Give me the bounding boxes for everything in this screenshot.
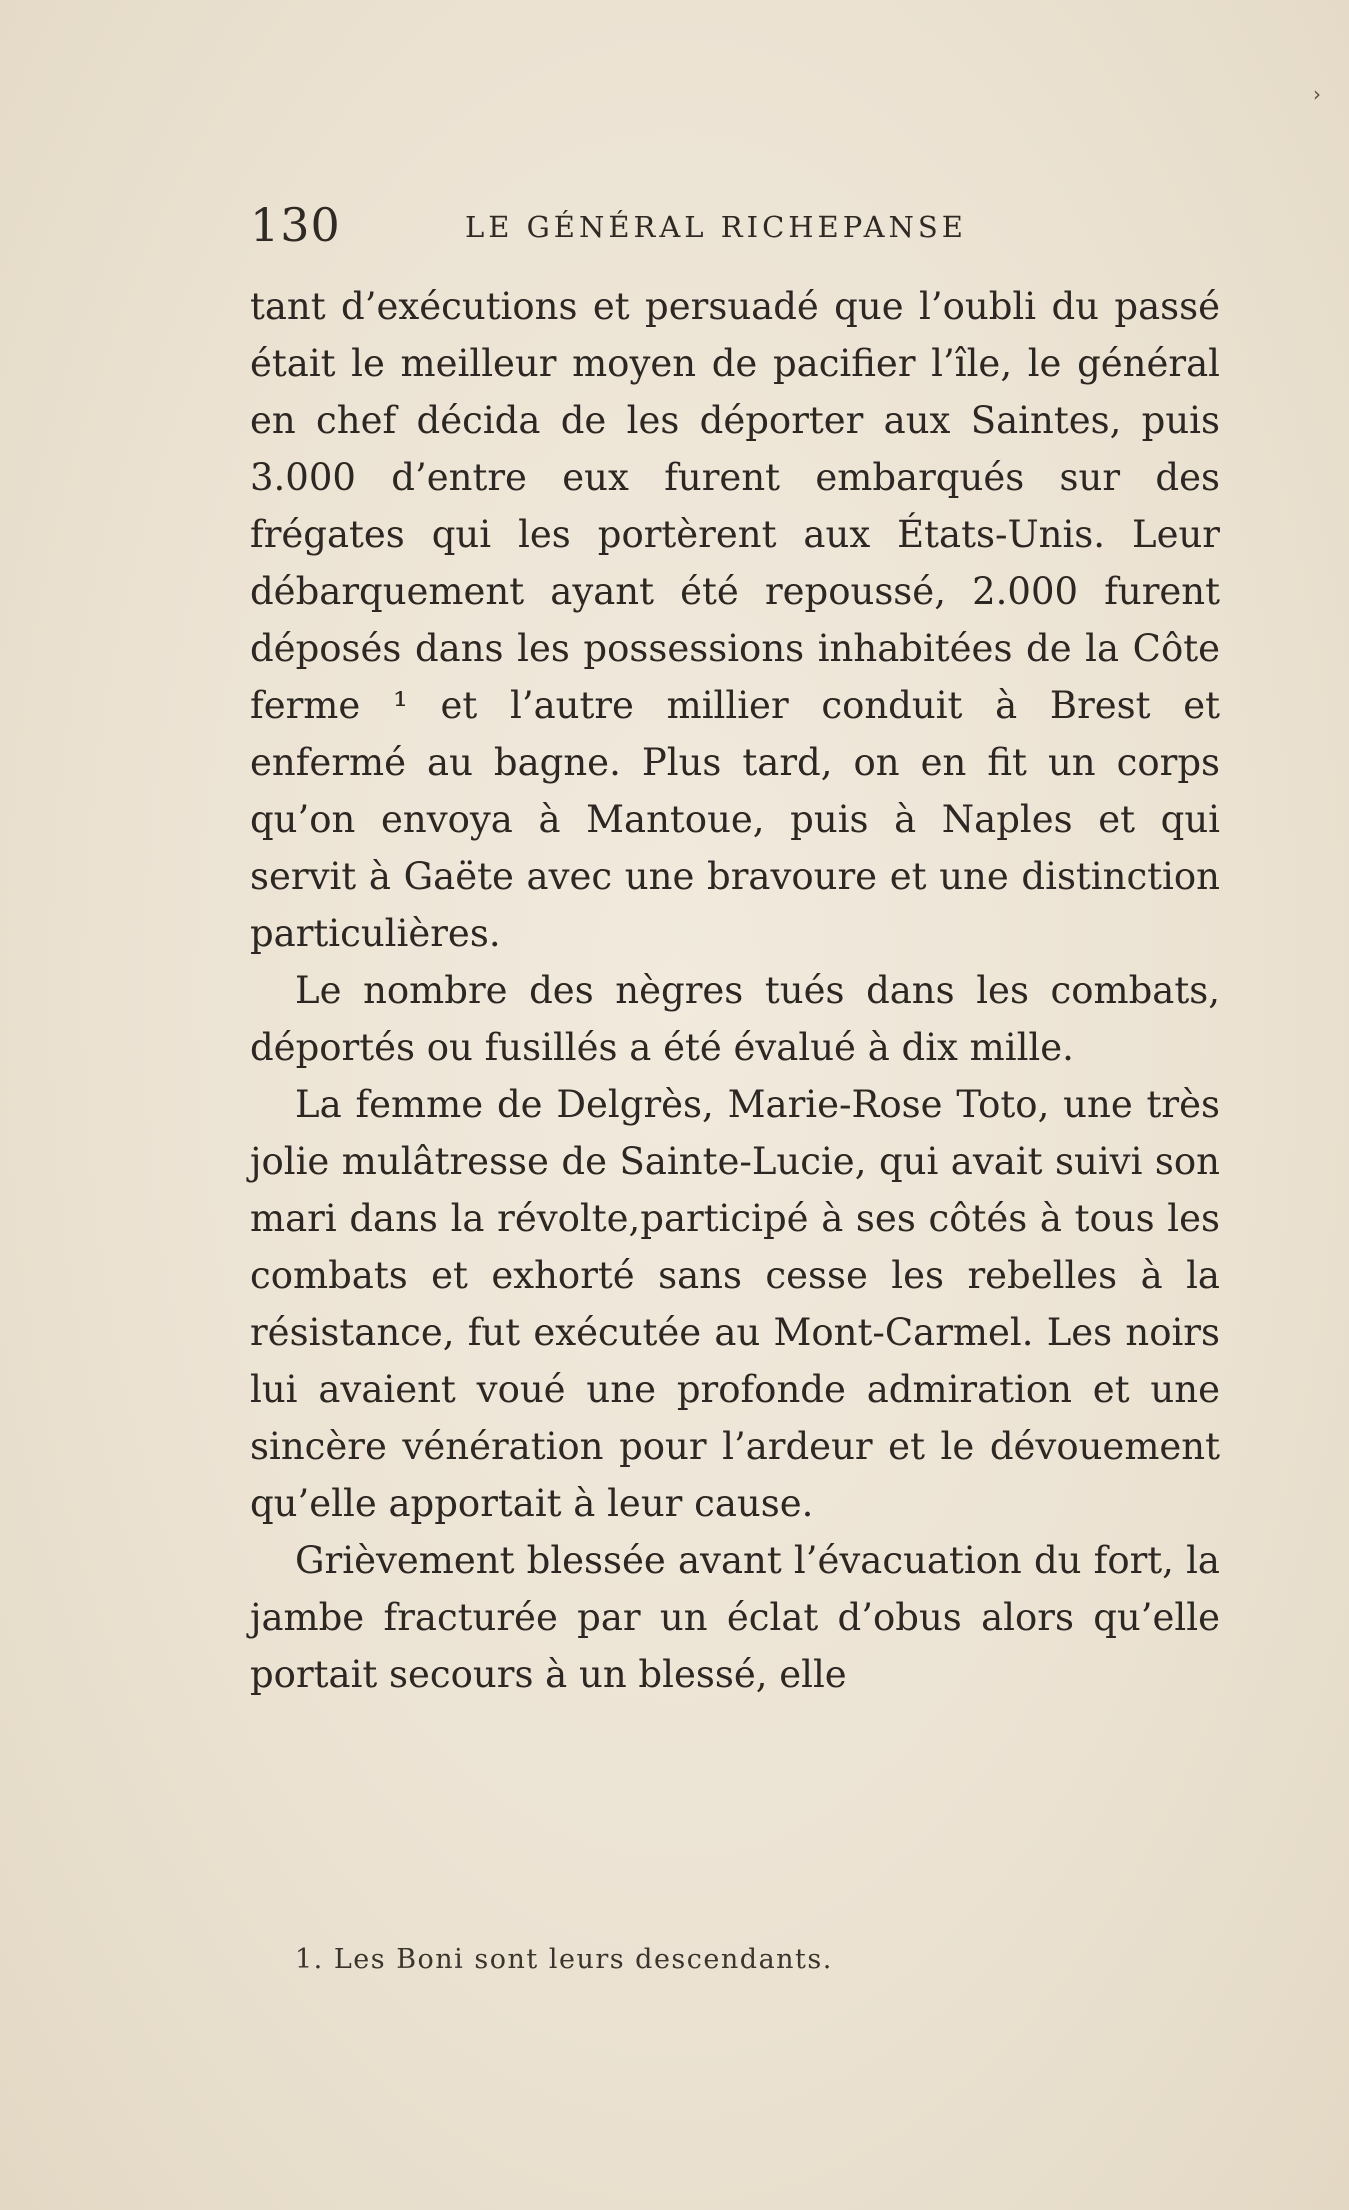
body-text — [250, 278, 1220, 1703]
paragraph-wounded: Grièvement blessée avant l’évacuation du fort, la jambe fracturée par un éclat d’obus alors qu’elle portait secours à un blessé, elle — [250, 1539, 1220, 1696]
paragraph-death-toll: Le nombre des nègres tués dans les combats, déportés ou fusillés a été évalué à dix mille. — [250, 969, 1220, 1069]
paragraph-continued: tant d’exécutions et persuadé que l’oubli du passé était le meilleur moyen de pacifier l’île, le général en chef décida de les déporter aux Saintes, puis 3.000 d’entre eux furent embarqués sur des frégates qui les portèrent aux États-Unis. Leur débarquement ayant été repoussé, 2.000 furent déposés dans les possessions inhabitées de la Côte ferme ¹ et l’autre millier conduit à Brest et enfermé au bagne. Plus tard, on en fit un corps qu’on envoya à Mantoue, puis à Naples et qui servit à Gaëte avec une bravoure et une distinction particulières. — [250, 285, 1220, 955]
page-header — [250, 195, 1220, 255]
page-number: 130 — [250, 198, 341, 252]
running-title: LE GÉNÉRAL RICHEPANSE — [465, 210, 967, 244]
paragraph-marie-rose-toto: La femme de Delgrès, Marie-Rose Toto, une très jolie mulâtresse de Sainte-Lucie, qui avait suivi son mari dans la révolte,participé à ses côtés à tous les combats et exhorté sans cesse les rebelles à la résistance, fut exécutée au Mont-Carmel. Les noirs lui avaient voué une profonde admiration et une sincère vénération pour l’ardeur et le dévouement qu’elle apportait à leur cause. — [250, 1083, 1220, 1525]
footnote: 1. Les Boni sont leurs descendants. — [295, 1944, 833, 1975]
corner-mark: › — [1313, 82, 1321, 106]
